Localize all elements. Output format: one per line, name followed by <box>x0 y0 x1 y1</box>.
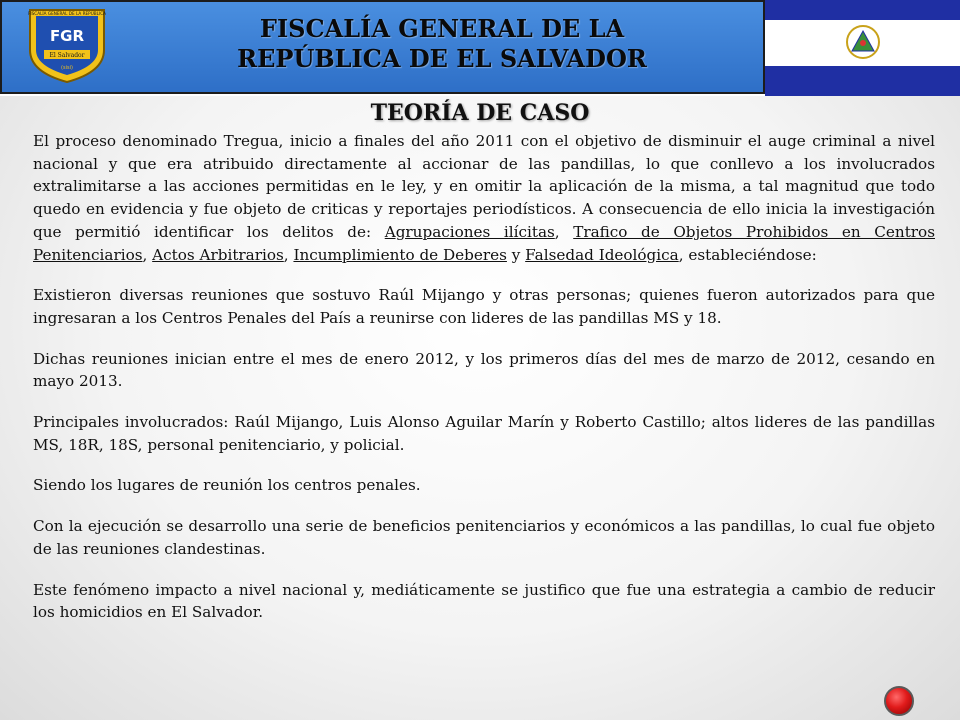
coat-of-arms-icon <box>845 24 881 60</box>
svg-text:FGR: FGR <box>49 27 85 45</box>
crime-falsedad-ideologica: Falsedad Ideológica <box>525 245 679 264</box>
el-salvador-flag-icon <box>765 0 960 96</box>
paragraph-2: Existieron diversas reuniones que sostuvo Raúl Mijango y otras personas; quienes fueron autorizados para que ingresaran a los Centros Penales del País a reunirse con lideres de las pandillas MS y 18. <box>33 286 935 327</box>
crime-trafico-objetos: Trafico de Objetos Prohibidos en Centros Penitenciarios <box>33 222 935 264</box>
red-circle-button-icon[interactable] <box>884 686 914 716</box>
paragraph-7: Este fenómeno impacto a nivel nacional y, mediáticamente se justifico que fue una estrategia a cambio de reducir los homicidios en El Salvador. <box>33 580 935 622</box>
paragraph-1: El proceso denominado Tregua, inicio a finales del año 2011 con el objetivo de disminuir el auge criminal a nivel nacional y que era atribuido directamente al accionar de las pandillas, lo que conllevo a los involucrados extralimitarse a las acciones permitidas en le ley, y en omitir la aplicación de la misma, a tal magnitud que todo quedo en evidencia y fue objeto de criticas y reportajes periodísticos. A consecuencia de ello inicia la investigación que permitió identificar los delitos de: Agrupaciones ilícitas, Trafico de Objetos Prohibidos en Centros Penitenciarios, Actos Arbitrarios, Incumplimiento de Deberes y Falsedad Ideológica, estableciéndose: <box>33 132 935 264</box>
svg-text:FISCALÍA GENERAL DE LA REPÚBLI: FISCALÍA GENERAL DE LA REPÚBLICA <box>28 11 106 16</box>
header-title-line2: REPÚBLICA DE EL SALVADOR <box>237 44 647 73</box>
crime-agrupaciones-ilicitas: Agrupaciones ilícitas <box>384 222 555 241</box>
crime-incumplimiento-deberes: Incumplimiento de Deberes <box>293 245 507 264</box>
paragraph-4: Principales involucrados: Raúl Mijango, Luis Alonso Aguilar Marín y Roberto Castillo; altos lideres de las pandillas MS, 18R, 18S, personal penitenciario, y policial. <box>33 413 935 454</box>
header <box>0 0 960 96</box>
svg-text:El Salvador: El Salvador <box>49 52 85 59</box>
svg-text:(sisi): (sisi) <box>61 65 73 71</box>
paragraph-3: Dichas reuniones inician entre el mes de enero 2012, y los primeros días del mes de marzo de 2012, cesando en mayo 2013. <box>33 349 935 391</box>
header-title <box>142 14 742 74</box>
crime-actos-arbitrarios: Actos Arbitrarios <box>152 245 284 264</box>
section-title: TEORÍA DE CASO <box>370 100 590 126</box>
header-title-line1: FISCALÍA GENERAL DE LA <box>259 14 625 43</box>
paragraph-6: Con la ejecución se desarrollo una serie de beneficios penitenciarios y económicos a las pandillas, lo cual fue objeto de las reuniones clandestinas. <box>33 517 935 558</box>
paragraph-5: Siendo los lugares de reunión los centros penales. <box>33 476 421 495</box>
header-banner <box>0 0 765 94</box>
fgr-logo-icon <box>24 6 110 84</box>
body-text <box>33 130 935 642</box>
